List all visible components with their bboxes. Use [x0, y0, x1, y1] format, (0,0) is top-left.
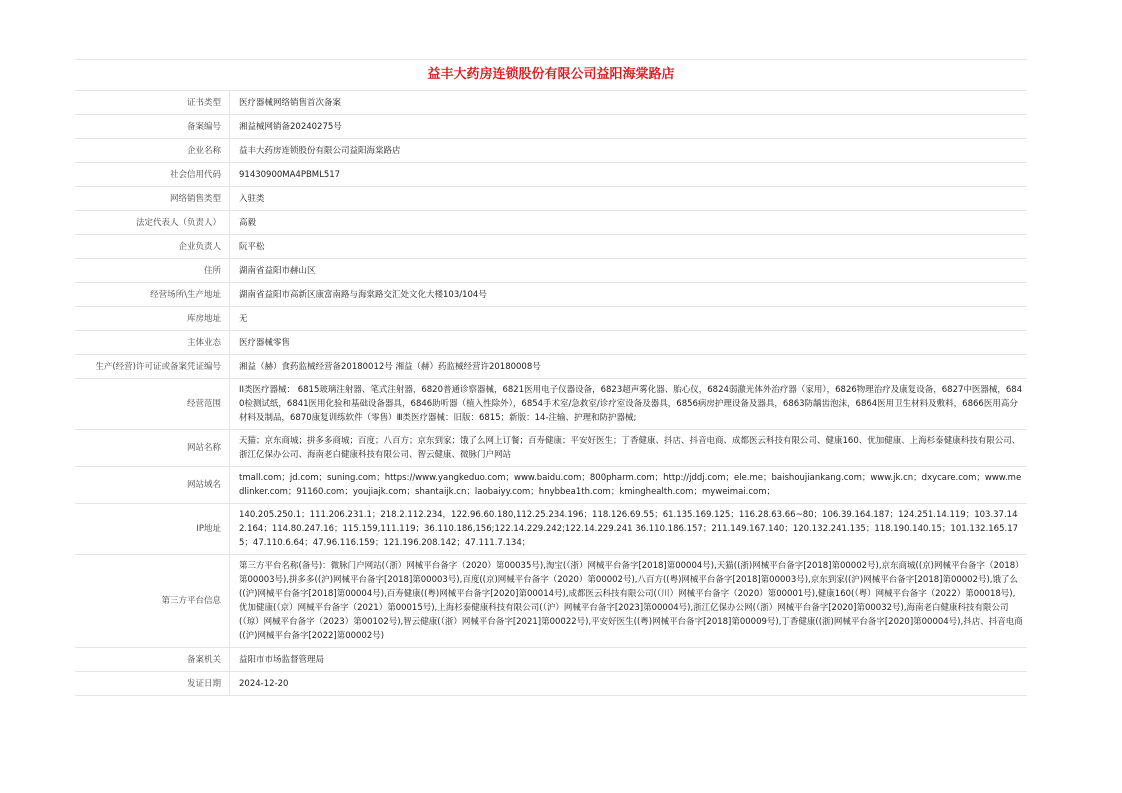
info-row — [75, 283, 1027, 307]
row-label: 发证日期 — [75, 672, 230, 696]
row-value: 91430900MA4PBML517 — [230, 163, 1028, 187]
row-value: 第三方平台名称(备号)：微脉门户网站(（浙）网械平台备字（2020）第00035号),淘宝(（浙）网械平台备字[2018]第00004号),天猫((浙)网械平台备字[2018]第00002号),京东商城((京)网械平台备字（2018）第00003号),拼多多((沪)网械平台备字[2018]第00003号),百度((京)网械平台备字（2020）第00002号),八百方((粤)网械平台备字[2018]第00003号),京东到家((沪)网械平台备字[2018]第00002号),饿了么((沪)网械平台备字[2018]第00004号),百寿健康((粤)网械平台备字[2020]第00014号),成都医云科技有限公司(（川）网械平台备字（2020）第00001号),健康160(（粤）网械平台备字（2022）第00018号),优加健康(（京）网械平台备字（2021）第00015号),上海杉泰健康科技有限公司(（沪）网械平台备字[2023]第00004号),浙江亿保办公网(（浙）网械平台备字[2020]第00032号),海南老白健康科技有限公司(（琼）网械平台备字（2023）第00102号),智云健康(（浙）网械平台备字[2021]第00022号),平安好医生((粤)网械平台备字[2018]第00009号),丁香健康((浙)网械平台备字[2020]第00004号),抖店、抖音电商((沪)网械平台备字[2022]第00002号) — [230, 555, 1028, 648]
info-row — [75, 555, 1027, 648]
row-label: 备案机关 — [75, 648, 230, 672]
row-value: 140.205.250.1；111.206.231.1；218.2.112.234，122.96.60.180,112.25.234.196；118.126.69.55；61.135.169.125；116.28.63.66~80；106.39.164.187；124.251.14.119；103.37.142.164；114.80.247.16；115.159,111.119；36.110.186,156;122.14.229.242;122.14.229.241 36.110.186.157；211.149.167.140；120.132.241.135；118.190.140.15；101.132.165.175；47.110.6.64；47.96.116.159；121.196.208.142；47.111.7.134； — [230, 504, 1028, 555]
row-label: 第三方平台信息 — [75, 555, 230, 648]
row-value: 湘益械网销备20240275号 — [230, 115, 1028, 139]
info-row — [75, 307, 1027, 331]
info-row — [75, 259, 1027, 283]
row-value: 2024-12-20 — [230, 672, 1028, 696]
info-row — [75, 139, 1027, 163]
info-row — [75, 115, 1027, 139]
row-label: 企业名称 — [75, 139, 230, 163]
info-row — [75, 187, 1027, 211]
row-label: 法定代表人（负责人） — [75, 211, 230, 235]
row-value: 入驻类 — [230, 187, 1028, 211]
row-label: 住所 — [75, 259, 230, 283]
row-label: 网站域名 — [75, 467, 230, 504]
info-row — [75, 379, 1027, 430]
row-label: 经营场所\生产地址 — [75, 283, 230, 307]
row-label: 经营范围 — [75, 379, 230, 430]
info-row — [75, 504, 1027, 555]
row-value: 高毅 — [230, 211, 1028, 235]
record-sheet — [75, 59, 1027, 696]
row-label: 库房地址 — [75, 307, 230, 331]
info-row — [75, 331, 1027, 355]
info-row — [75, 211, 1027, 235]
info-row — [75, 163, 1027, 187]
row-value: 天猫；京东商城；拼多多商城；百度；八百方；京东到家；饿了么网上订餐；百寿健康；平安好医生；丁香健康、抖店、抖音电商、成都医云科技有限公司、健康160、优加健康、上海杉泰健康科技有限公司、浙江亿保办公司、海南老白健康科技有限公司、智云健康、微脉门户网站 — [230, 430, 1028, 467]
row-value: 益阳市市场监督管理局 — [230, 648, 1028, 672]
row-value: 医疗器械网络销售首次备案 — [230, 91, 1028, 115]
info-table — [75, 91, 1027, 696]
info-row — [75, 355, 1027, 379]
row-label: 网络销售类型 — [75, 187, 230, 211]
row-value: 医疗器械零售 — [230, 331, 1028, 355]
info-row — [75, 672, 1027, 696]
info-row — [75, 648, 1027, 672]
row-label: IP地址 — [75, 504, 230, 555]
row-value: 湖南省益阳市高新区康富南路与海棠路交汇处文化大楼103/104号 — [230, 283, 1028, 307]
row-value: 湖南省益阳市赫山区 — [230, 259, 1028, 283]
row-value: 益丰大药房连锁股份有限公司益阳海棠路店 — [230, 139, 1028, 163]
row-label: 社会信用代码 — [75, 163, 230, 187]
row-value: 无 — [230, 307, 1028, 331]
info-table-body — [75, 91, 1027, 696]
row-value: 湘益（赫）食药监械经营备20180012号 湘益（赫）药监械经营许20180008号 — [230, 355, 1028, 379]
document-title: 益丰大药房连锁股份有限公司益阳海棠路店 — [75, 60, 1027, 91]
row-label: 企业负责人 — [75, 235, 230, 259]
row-label: 网站名称 — [75, 430, 230, 467]
row-value: II类医疗器械： 6815玻璃注射器、笔式注射器，6820普通诊察器械，6821医用电子仪器设备，6823超声雾化器、胎心仪，6824弱激光体外治疗器（家用），6826物理治疗及康复设备，6827中医器械，6840检测试纸，6841医用化验和基础设备器具，6846助听器（植入性除外），6854手术室/急救室/诊疗室设备及器具，6856病房护理设备及器具，6863防龋齿泡沫，6864医用卫生材料及敷料，6866医用高分材料及制品，6870康复训练软件（零售）Ⅲ类医疗器械：旧版：6815；新版：14-注输、护理和防护器械; — [230, 379, 1028, 430]
info-row — [75, 235, 1027, 259]
row-label: 生产(经营)许可证或备案凭证编号 — [75, 355, 230, 379]
info-row — [75, 91, 1027, 115]
info-row — [75, 467, 1027, 504]
row-label: 主体业态 — [75, 331, 230, 355]
row-value: tmall.com；jd.com；suning.com；https://www.yangkeduo.com；www.baidu.com；800pharm.com；http://jddj.com；ele.me；baishoujiankang.com；www.jk.cn；dxycare.com；www.medlinker.com；91160.com；youjiajk.com；shantaijk.cn；laobaiyy.com；hnybbea1th.com；kminghealth.com；myweimai.com； — [230, 467, 1028, 504]
info-row — [75, 430, 1027, 467]
row-label: 证书类型 — [75, 91, 230, 115]
row-value: 阮平松 — [230, 235, 1028, 259]
row-label: 备案编号 — [75, 115, 230, 139]
